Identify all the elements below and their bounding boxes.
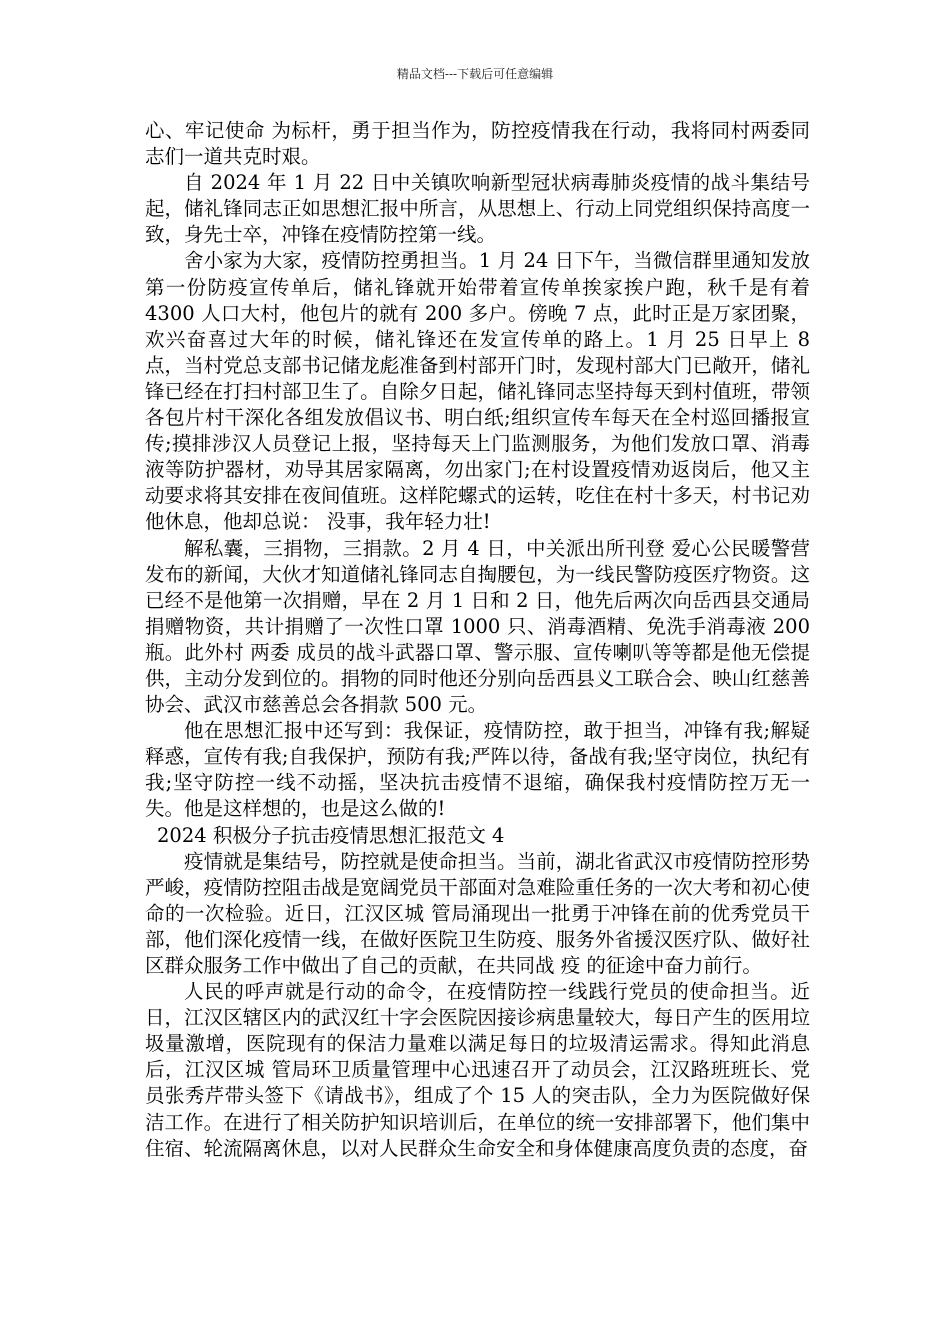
paragraph-command: 人民的呼声就是行动的命令，在疫情防控一线践行党员的使命担当。近日，江汉区辖区内的武汉红十字会医院因接诊病患量较大，每日产生的医用垃圾量激增，医院现有的保洁力量难以满足每日的垃圾清运需求。得知此消息后，江汉区城 管局环卫质量管理中心迅速召开了动员会，江汉路班班长、党员张秀芹带头签下《请战书》，组成了个 15 人的突击队，全力为医院做好保洁工作。在进行了相关防护知识培训后，在单位的统一安排部署下，他们集中住宿、轮流隔离休息，以对人民群众生命安全和身体健康高度负责的态度，奋: [145, 980, 810, 1160]
paragraph-continuation: 心、牢记使命 为标杆，勇于担当作为，防控疫情我在行动，我将同村两委同志们一道共克时艰。: [145, 119, 810, 169]
paragraph-assembly: 疫情就是集结号，防控就是使命担当。当前，湖北省武汉市疫情防控形势严峻，疫情防控阻击战是宽阔党员干部面对急难险重任务的一次大考和初心使命的一次检验。近日，江汉区城 管局涌现出一批勇于冲锋在前的优秀党员干部，他们深化疫情一线，在做好医院卫生防疫、服务外省援汉医疗队、做好社区群众服务工作中做出了自己的贡献，在共同战 疫 的征途中奋力前行。: [145, 849, 810, 977]
page-header: 精品文档---下载后可任意编辑: [396, 67, 554, 81]
paragraph-donations: 解私囊，三捐物，三捐款。2 月 4 日，中关派出所刊登 爱心公民暖警营 发布的新闻，大伙才知道储礼锋同志自掏腰包，为一线民警防疫医疗物资。这已经不是他第一次捐赠，早在 2 月 1 日和 2 日，他先后两次向岳西县交通局捐赠物资，共计捐赠了一次性口罩 1000 只、消毒酒精、免洗手消毒液 200 瓶。此外村 两委 成员的战斗武器口罩、警示服、宣传喇叭等等都是他无偿提供，主动分发到位的。捐物的同时他还分别向岳西县义工联合会、映山红慈善协会、武汉市慈善总会各捐款 500 元。: [145, 536, 810, 717]
paragraph-duty: 舍小家为大家，疫情防控勇担当。1 月 24 日下午，当微信群里通知发放第一份防疫宣传单后，储礼锋就开始带着宣传单挨家挨户跑，秋千是有着 4300 人口大村，他包片的就有 200 多户。傍晚 7 点，此时正是万家团聚，欢兴奋喜过大年的时候，储礼锋还在发宣传单的路上。1 月 25 日早上 8 点，当村党总支部书记储龙彪准备到村部开门时，发现村部大门已敞开，储礼锋已经在打扫村部卫生了。自除夕日起，储礼锋同志坚持每天到村值班，带领各包片村干深化各组发放倡议书、明白纸;组织宣传车每天在全村巡回播报宣传;摸排涉汉人员登记上报，坚持每天上门监测服务，为他们发放口罩、消毒液等防护器材，劝导其居家隔离，勿出家门;在村设置疫情劝返岗后，他又主动要求将其安排在夜间值班。这样陀螺式的运转，吃住在村十多天，村书记劝他休息，他却总说： 没事，我年轻力壮!: [145, 249, 810, 534]
document-body: [145, 118, 810, 1162]
paragraph-mobilization: 自 2024 年 1 月 22 日中关镇吹响新型冠状病毒肺炎疫情的战斗集结号起，储礼锋同志正如思想汇报中所言，从思想上、行动上同党组织保持高度一致，身先士卒，冲锋在疫情防控第一线。: [145, 171, 810, 247]
paragraph-pledge: 他在思想汇报中还写到：我保证，疫情防控，敢于担当，冲锋有我;解疑释惑，宣传有我;自我保护，预防有我;严阵以待，备战有我;坚守岗位，执纪有我;坚守防控一线不动摇，坚决抗击疫情不退缩，确保我村疫情防控万无一失。他是这样想的，也是这么做的!: [145, 719, 810, 821]
section-heading: 2024 积极分子抗击疫情思想汇报范文 4: [157, 823, 505, 847]
